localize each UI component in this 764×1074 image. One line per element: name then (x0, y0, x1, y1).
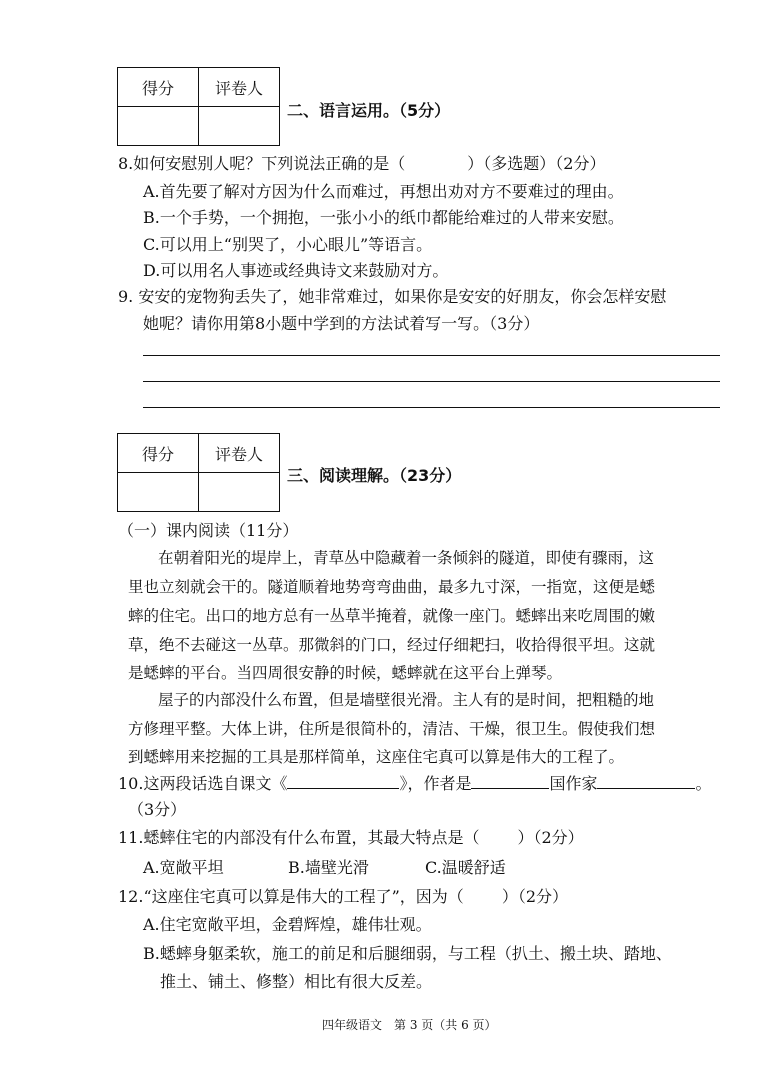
q11-stem (118, 825, 584, 848)
q8-stem-tail: ）（多选题）（2分） (467, 154, 606, 173)
q10-part-d: 。 (695, 774, 712, 793)
q8-option-d: D.可以用名人事迹或经典诗文来鼓励对方。 (143, 261, 449, 280)
q8-stem-text: 8.如何安慰别人呢？下列说法正确的是（ (118, 154, 406, 173)
passage-p2-line3: 到蟋蟀用来挖掘的工具是那样简单，这座住宅真可以算是伟大的工程了。 (128, 748, 625, 766)
q10-part-c: 国作家 (549, 774, 598, 793)
q9-answer-line-2[interactable] (143, 381, 720, 382)
q12-stem-tail: ）（2分） (501, 887, 568, 906)
passage-p1-line5: 是蟋蟀的平台。当四周很安静的时候，蟋蟀就在这平台上弹琴。 (128, 664, 563, 682)
score-table-2 (117, 433, 280, 512)
q11-option-b: B.墙壁光滑 (288, 858, 369, 877)
q10-part-a: 10.这两段话选自课文《 (118, 774, 288, 793)
passage-p2-line2: 方修理平整。大体上讲，住所是很简朴的，清洁、干燥，很卫生。假使我们想 (128, 720, 656, 738)
q10-line1 (118, 771, 712, 794)
passage-p1-line4: 草，绝不去碰这一丛草。那微斜的门口，经过仔细耙扫，收拾得很平坦。这就 (128, 636, 656, 654)
q10-country-blank[interactable] (471, 772, 549, 789)
q12-option-b-line1: B.蟋蟀身躯柔软，施工的前足和后腿细弱，与工程（扒土、搬土块、踏地、 (143, 944, 672, 963)
passage-p1-line1: 在朝着阳光的堤岸上，青草丛中隐藏着一条倾斜的隧道，即使有骤雨，这 (158, 549, 655, 567)
section2-title: 二、语言运用。（5分） (287, 101, 451, 120)
score-table-1 (117, 67, 280, 146)
score-cell[interactable] (118, 107, 199, 146)
grader-header: 评卷人 (199, 434, 280, 473)
q9-answer-line-3[interactable] (143, 407, 720, 408)
q12-option-a: A.住宅宽敞平坦，金碧辉煌，雄伟壮观。 (143, 915, 432, 934)
passage-p1-line3: 蟀的住宅。出口的地方总有一丛草半掩着，就像一座门。蟋蟀出来吃周围的嫩 (128, 607, 656, 625)
score-header: 得分 (118, 68, 199, 107)
grader-cell[interactable] (199, 107, 280, 146)
q10-title-blank[interactable] (287, 772, 399, 789)
score-header: 得分 (118, 434, 199, 473)
q10-author-blank[interactable] (597, 772, 695, 789)
grader-header: 评卷人 (199, 68, 280, 107)
section3-title: 三、阅读理解。（23分） (287, 466, 462, 485)
q9-line1: 9. 安安的宠物狗丢失了，她非常难过，如果你是安安的好朋友，你会怎样安慰 (118, 287, 667, 306)
q10-line2: （3分） (128, 800, 187, 819)
q8-option-a: A.首先要了解对方因为什么而难过，再想出劝对方不要难过的理由。 (143, 182, 624, 201)
score-cell[interactable] (118, 473, 199, 512)
q11-stem-tail: ）（2分） (517, 828, 584, 847)
grader-cell[interactable] (199, 473, 280, 512)
q12-option-b-line2: 推土、铺土、修整）相比有很大反差。 (160, 972, 433, 991)
q9-answer-line-1[interactable] (143, 355, 720, 356)
q11-option-c: C.温暖舒适 (425, 858, 506, 877)
q8-stem (118, 151, 605, 174)
q10-part-b: 》，作者是 (399, 774, 472, 793)
page-footer: 四年级语文 第 3 页（共 6 页） (322, 1018, 497, 1032)
passage-p2-line1: 屋子的内部没什么布置，但是墙壁很光滑。主人有的是时间，把粗糙的地 (158, 691, 655, 709)
passage-p1-line2: 里也立刻就会干的。隧道顺着地势弯弯曲曲，最多九寸深，一指宽，这便是蟋 (128, 578, 656, 596)
q11-stem-text: 11.蟋蟀住宅的内部没有什么布置，其最大特点是（ (118, 828, 480, 847)
part1-title: （一）课内阅读（11分） (118, 521, 299, 540)
q9-line2: 她呢？请你用第8小题中学到的方法试着写一写。（3分） (143, 314, 540, 333)
q11-option-a: A.宽敞平坦 (143, 858, 224, 877)
q8-option-b: B.一个手势，一个拥抱，一张小小的纸巾都能给难过的人带来安慰。 (143, 208, 624, 227)
q8-option-c: C.可以用上“别哭了，小心眼儿”等语言。 (143, 235, 433, 254)
q12-stem-text: 12.“这座住宅真可以算是伟大的工程了”，因为（ (118, 887, 464, 906)
q12-stem (118, 884, 568, 907)
